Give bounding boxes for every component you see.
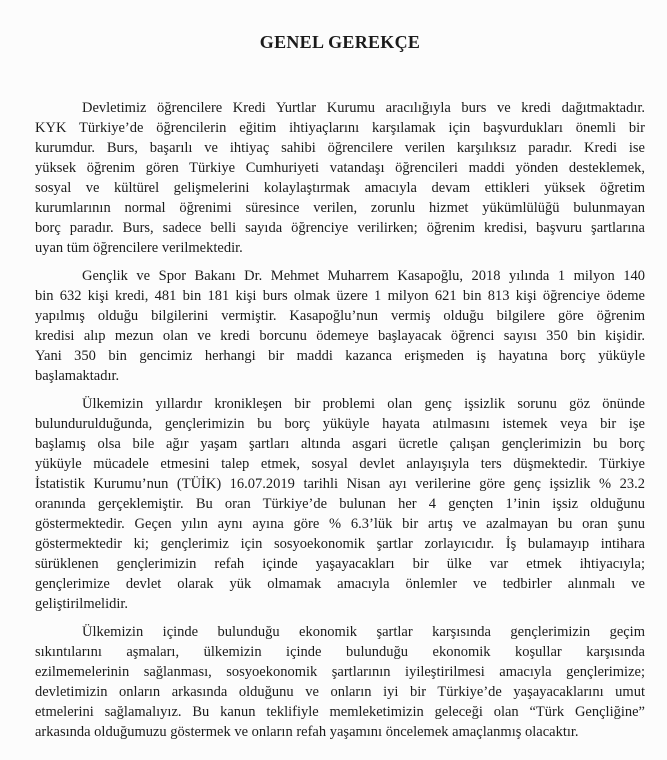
- text-line: arkasında olduğumuzu göstermek ve onların refah yaşamını öncelemek amaçlanmış olacaktır.: [35, 724, 579, 740]
- text-line: borç paradır. Burs, sadece belli sayıda öğrenciye verilirken; öğrenim kredisi, başvuru şartlarına: [35, 220, 645, 236]
- text-line: sürüklenen gençlerimizin refah içinde yaşayacakları bir ülke var etmek ihtiyacıyla;: [35, 556, 645, 572]
- text-line: gençlerimize devlet olarak yük olmamak amacıyla önlemler ve tedbirler alınmalı ve: [35, 576, 645, 592]
- text-line: Ülkemizin yıllardır kronikleşen bir problemi olan genç işsizlik sorunu göz önünde: [82, 396, 645, 412]
- paragraph: [35, 266, 645, 386]
- text-line: bin 632 kişi kredi, 481 bin 181 kişi burs olmak üzere 1 milyon 621 bin 813 kişi öğrenciye ödeme: [35, 288, 645, 304]
- text-line: yapılmış olduğu bilgilerini vermiştir. Kasapoğlu’nun vermiş olduğu bilgilere göre öğrenim: [35, 308, 645, 324]
- text-line: göstermektedir ki; gençlerimiz için sosyoekonomik şartlar zorlayıcıdır. İş bulamayıp intihara: [35, 536, 645, 552]
- text-line: kurumdur. Burs, başarılı ve ihtiyaç sahibi öğrencilere verilen karşılıksız paradır. Kredi ise: [35, 140, 645, 156]
- paragraph: [35, 394, 645, 614]
- text-line: yüksek öğrenim gören Türkiye Cumhuriyeti vatandaşı öğrencileri maddi yönden desteklemek,: [35, 160, 645, 176]
- text-line: başlamış olsa bile ağır yaşam şartları altında asgari ücretle çalışan gençlerimizin bu borç: [35, 436, 645, 452]
- text-line: sosyal ve kültürel gelişmelerini kolaylaştırmak amacıyla devam ettikleri yüksek öğretim: [35, 180, 645, 196]
- text-line: göstermektedir. Geçen yılın aynı ayına göre % 6.3’lük bir artış ve azalmayan bu oran şunu: [35, 516, 645, 532]
- text-line: devletimizin onların arkasında olduğunu ve onların iyi bir Türkiye’de yaşayacaklarını umut: [35, 684, 645, 700]
- text-line: İstatistik Kurumu’nun (TÜİK) 16.07.2019 tarihli Nisan ayı verilerine göre genç işsizlik % 23.2: [35, 476, 645, 492]
- text-line: uyan tüm öğrencilere verilmektedir.: [35, 240, 243, 256]
- text-line: sıkıntılarını aşmaları, ülkemizin içinde bulunduğu ekonomik koşullar karşısında: [35, 644, 645, 660]
- text-line: Ülkemizin içinde bulunduğu ekonomik şartlar karşısında gençlerimizin geçim: [82, 624, 645, 640]
- text-line: kredisi alıp mezun olan ve kredi borcunu ödemeye başlayacak öğrenci sayısı 350 bin kişidir.: [35, 328, 645, 344]
- text-line: bulundurulduğunda, gençlerimizin bu borç yüküyle hayata atılmasını istemek veya bir işe: [35, 416, 645, 432]
- paragraph: [35, 98, 645, 258]
- text-line: etmelerini sağlamalıyız. Bu kanun teklifiyle memleketimizin geleceği olan “Türk Gençliğine”: [35, 704, 645, 720]
- text-line: KYK Türkiye’de öğrencilerin eğitim ihtiyaçlarını karşılamak için başvurdukları önemli bir: [35, 120, 645, 136]
- text-line: Gençlik ve Spor Bakanı Dr. Mehmet Muharrem Kasapoğlu, 2018 yılında 1 milyon 140: [82, 268, 645, 284]
- text-line: Devletimiz öğrencilere Kredi Yurtlar Kurumu aracılığıyla burs ve kredi dağıtmaktadır.: [82, 100, 645, 116]
- text-line: oranında gerçeklemiştir. Bu oran Türkiye’de bulunan her 4 gençten 1’inin işsiz olduğunu: [35, 496, 645, 512]
- text-line: başlamaktadır.: [35, 368, 120, 384]
- document-title: GENEL GEREKÇE: [259, 32, 421, 52]
- paragraph: [35, 622, 645, 742]
- text-line: kurumlarının normal öğrenimi süresince verilen, zorunlu hizmet yükümlülüğü bulunmayan: [35, 200, 645, 216]
- text-line: Yani 350 bin gencimiz herhangi bir maddi kazanca erişmeden iş hayatına borç yüküyle: [35, 348, 645, 364]
- document-body: [35, 98, 645, 742]
- text-line: ezilmemelerinin sağlanması, sosyoekonomik şartlarının iyileştirilmesi amacıyla gençlerimize;: [35, 664, 645, 680]
- text-line: yüküyle mücadele etmesini talep etmek, sosyal devlet anlayışıyla ters düşmektedir. Türkiye: [35, 456, 645, 472]
- text-line: geliştirilmelidir.: [35, 596, 129, 612]
